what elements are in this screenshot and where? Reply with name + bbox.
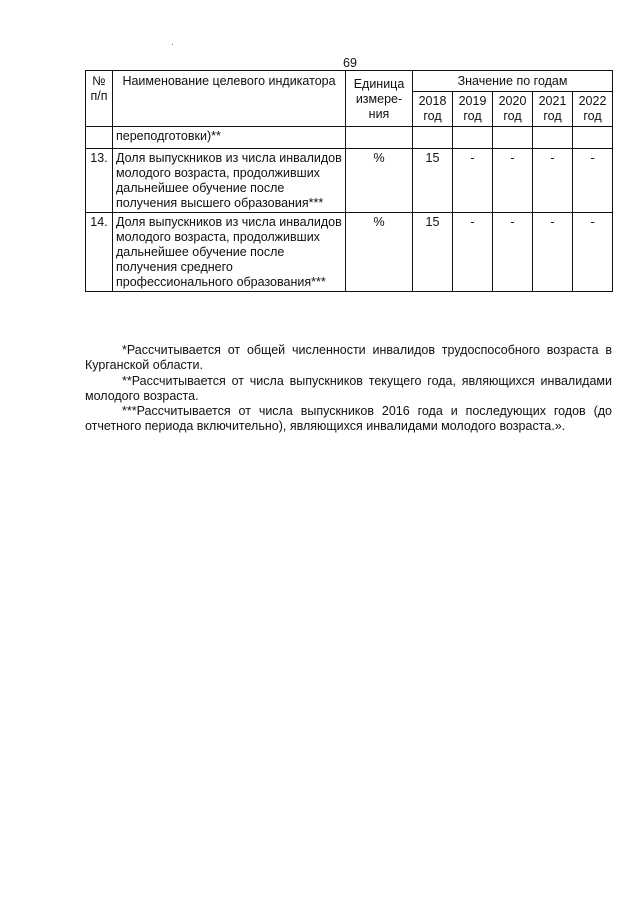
- footnotes: [85, 343, 612, 435]
- year-value: [453, 127, 493, 149]
- year-value: [413, 127, 453, 149]
- indicator-unit: %: [346, 213, 413, 292]
- year-value: -: [533, 149, 573, 213]
- indicator-name: переподготовки)**: [113, 127, 346, 149]
- header-unit: Единица измере-ния: [346, 71, 413, 127]
- footnote: ***Рассчитывается от числа выпускников 2016 года и последующих годов (до отчетного периода включительно), являющихся инвалидами молодого возраста.».: [85, 404, 612, 434]
- year-value: -: [573, 149, 613, 213]
- row-number: 13.: [86, 149, 113, 213]
- page-number: 69: [343, 56, 357, 70]
- year-value: -: [533, 213, 573, 292]
- table-row: [86, 213, 613, 292]
- header-indicator-name: Наименование целевого индикатора: [113, 71, 346, 127]
- scan-speck: [172, 44, 173, 45]
- indicators-table: [85, 70, 613, 292]
- year-value: -: [453, 149, 493, 213]
- year-value: [573, 127, 613, 149]
- table-row: [86, 149, 613, 213]
- header-year: 2019 год: [453, 92, 493, 127]
- indicator-unit: %: [346, 149, 413, 213]
- header-values-by-year: Значение по годам: [413, 71, 613, 92]
- indicator-unit: [346, 127, 413, 149]
- row-number: [86, 127, 113, 149]
- header-year: 2018 год: [413, 92, 453, 127]
- header-year: 2021 год: [533, 92, 573, 127]
- year-value: -: [493, 149, 533, 213]
- indicator-name: Доля выпускников из числа инвалидов молодого возраста, продолживших дальнейшее обучение после получения среднего профессионального образования***: [113, 213, 346, 292]
- year-value: 15: [413, 149, 453, 213]
- footnote: *Рассчитывается от общей численности инвалидов трудоспособного возраста в Курганской области.: [85, 343, 612, 373]
- header-number: № п/п: [86, 71, 113, 127]
- table-row: [86, 127, 613, 149]
- year-value: 15: [413, 213, 453, 292]
- year-value: [493, 127, 533, 149]
- row-number: 14.: [86, 213, 113, 292]
- year-value: -: [573, 213, 613, 292]
- indicator-name: Доля выпускников из числа инвалидов молодого возраста, продолживших дальнейшее обучение после получения высшего образования***: [113, 149, 346, 213]
- header-year: 2020 год: [493, 92, 533, 127]
- footnote: **Рассчитывается от числа выпускников текущего года, являющихся инвалидами молодого возраста.: [85, 373, 612, 403]
- year-value: [533, 127, 573, 149]
- year-value: -: [453, 213, 493, 292]
- header-year: 2022 год: [573, 92, 613, 127]
- year-value: -: [493, 213, 533, 292]
